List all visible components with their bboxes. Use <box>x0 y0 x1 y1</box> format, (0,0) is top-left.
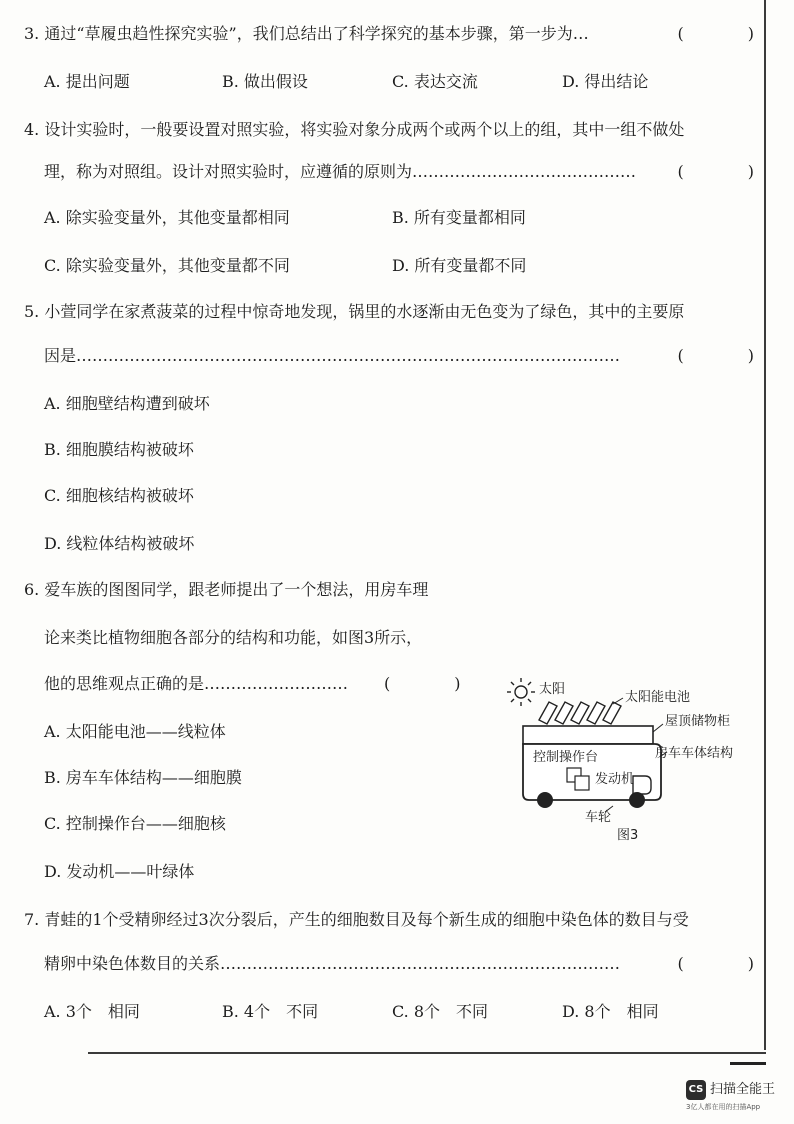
figure-caption: 图3 <box>617 828 639 843</box>
roof-cabinet-shape <box>523 726 653 744</box>
q5-answer-bracket[interactable]: ( ) <box>677 346 754 365</box>
sun-icon <box>507 678 535 706</box>
q7-option-c[interactable]: C. 8个 不同 <box>392 1002 489 1021</box>
label-solar-cell: 太阳能电池 <box>625 690 691 705</box>
q4-stem-line1: 4. 设计实验时，一般要设置对照实验，将实验对象分成两个或两个以上的组，其中一组不做处 <box>24 120 685 139</box>
q5-option-d[interactable]: D. 线粒体结构被破坏 <box>44 534 195 553</box>
right-border-line <box>764 0 766 1050</box>
wheel-icon <box>537 792 553 808</box>
q4-option-d[interactable]: D. 所有变量都不同 <box>392 256 527 275</box>
q3-stem: 3. 通过“草履虫趋性探究实验”，我们总结出了科学探究的基本步骤，第一步为… ( ) <box>24 22 754 46</box>
q7-option-d[interactable]: D. 8个 相同 <box>562 1002 659 1021</box>
q6-option-d[interactable]: D. 发动机——叶绿体 <box>44 862 195 881</box>
q3-option-d[interactable]: D. 得出结论 <box>562 72 649 91</box>
q6-stem-line3: 他的思维观点正确的是……………………… ( ) <box>44 672 484 696</box>
q4-option-b[interactable]: B. 所有变量都相同 <box>392 208 526 227</box>
q5-stem-line1: 5. 小萱同学在家煮菠菜的过程中惊奇地发现，锅里的水逐渐由无色变为了绿色，其中的主要原 <box>24 302 685 321</box>
camscanner-tagline: 3亿人都在用的扫描App <box>686 1103 761 1111</box>
engine-icon <box>633 776 651 794</box>
q7-answer-bracket[interactable]: ( ) <box>677 954 754 973</box>
q6-answer-bracket[interactable]: ( ) <box>384 674 461 693</box>
q7-stem-line2: 精卵中染色体数目的关系………………………………………………………………… ( ) <box>44 952 754 976</box>
label-engine: 发动机 <box>595 772 635 787</box>
q7-option-b[interactable]: B. 4个 不同 <box>222 1002 319 1021</box>
q6-stem-line1: 6. 爱车族的图图同学，跟老师提出了一个想法，用房车理 <box>24 580 429 599</box>
q5-option-a[interactable]: A. 细胞壁结构遭到破坏 <box>44 394 210 413</box>
camscanner-app-name: 扫描全能王 <box>710 1082 776 1097</box>
q5-option-b[interactable]: B. 细胞膜结构被破坏 <box>44 440 194 459</box>
q4-option-c[interactable]: C. 除实验变量外，其他变量都不同 <box>44 256 290 275</box>
label-sun: 太阳 <box>539 682 566 697</box>
rv-figure <box>505 672 765 847</box>
q3-answer-bracket[interactable]: ( ) <box>677 24 754 43</box>
q6-option-a[interactable]: A. 太阳能电池——线粒体 <box>44 722 226 741</box>
label-wheel: 车轮 <box>585 810 612 825</box>
wheel-icon <box>629 792 645 808</box>
bottom-rule <box>88 1052 766 1054</box>
bottom-mark <box>730 1062 766 1065</box>
q4-stem-line2: 理，称为对照组。设计对照实验时，应遵循的原则为…………………………………… ( ) <box>44 160 754 184</box>
q3-option-a[interactable]: A. 提出问题 <box>44 72 130 91</box>
camscanner-logo-icon: CS <box>686 1080 706 1100</box>
label-body: 房车车体结构 <box>655 746 734 761</box>
q4-option-a[interactable]: A. 除实验变量外，其他变量都相同 <box>44 208 290 227</box>
label-roof-cabinet: 屋顶储物柜 <box>665 714 731 729</box>
label-console: 控制操作台 <box>533 750 599 765</box>
q5-option-c[interactable]: C. 细胞核结构被破坏 <box>44 486 194 505</box>
q3-option-b[interactable]: B. 做出假设 <box>222 72 308 91</box>
q6-option-c[interactable]: C. 控制操作台——细胞核 <box>44 814 226 833</box>
q6-option-b[interactable]: B. 房车车体结构——细胞膜 <box>44 768 242 787</box>
q4-answer-bracket[interactable]: ( ) <box>677 162 754 181</box>
q7-stem-line1: 7. 青蛙的1个受精卵经过3次分裂后，产生的细胞数目及每个新生成的细胞中染色体的数目与受 <box>24 910 689 929</box>
q7-option-a[interactable]: A. 3个 相同 <box>44 1002 140 1021</box>
q3-option-c[interactable]: C. 表达交流 <box>392 72 478 91</box>
solar-panel-icon <box>539 702 621 724</box>
q5-stem-line2: 因是………………………………………………………………………………………… ( ) <box>44 344 754 368</box>
q6-stem-line2: 论来类比植物细胞各部分的结构和功能，如图3所示， <box>44 628 423 647</box>
